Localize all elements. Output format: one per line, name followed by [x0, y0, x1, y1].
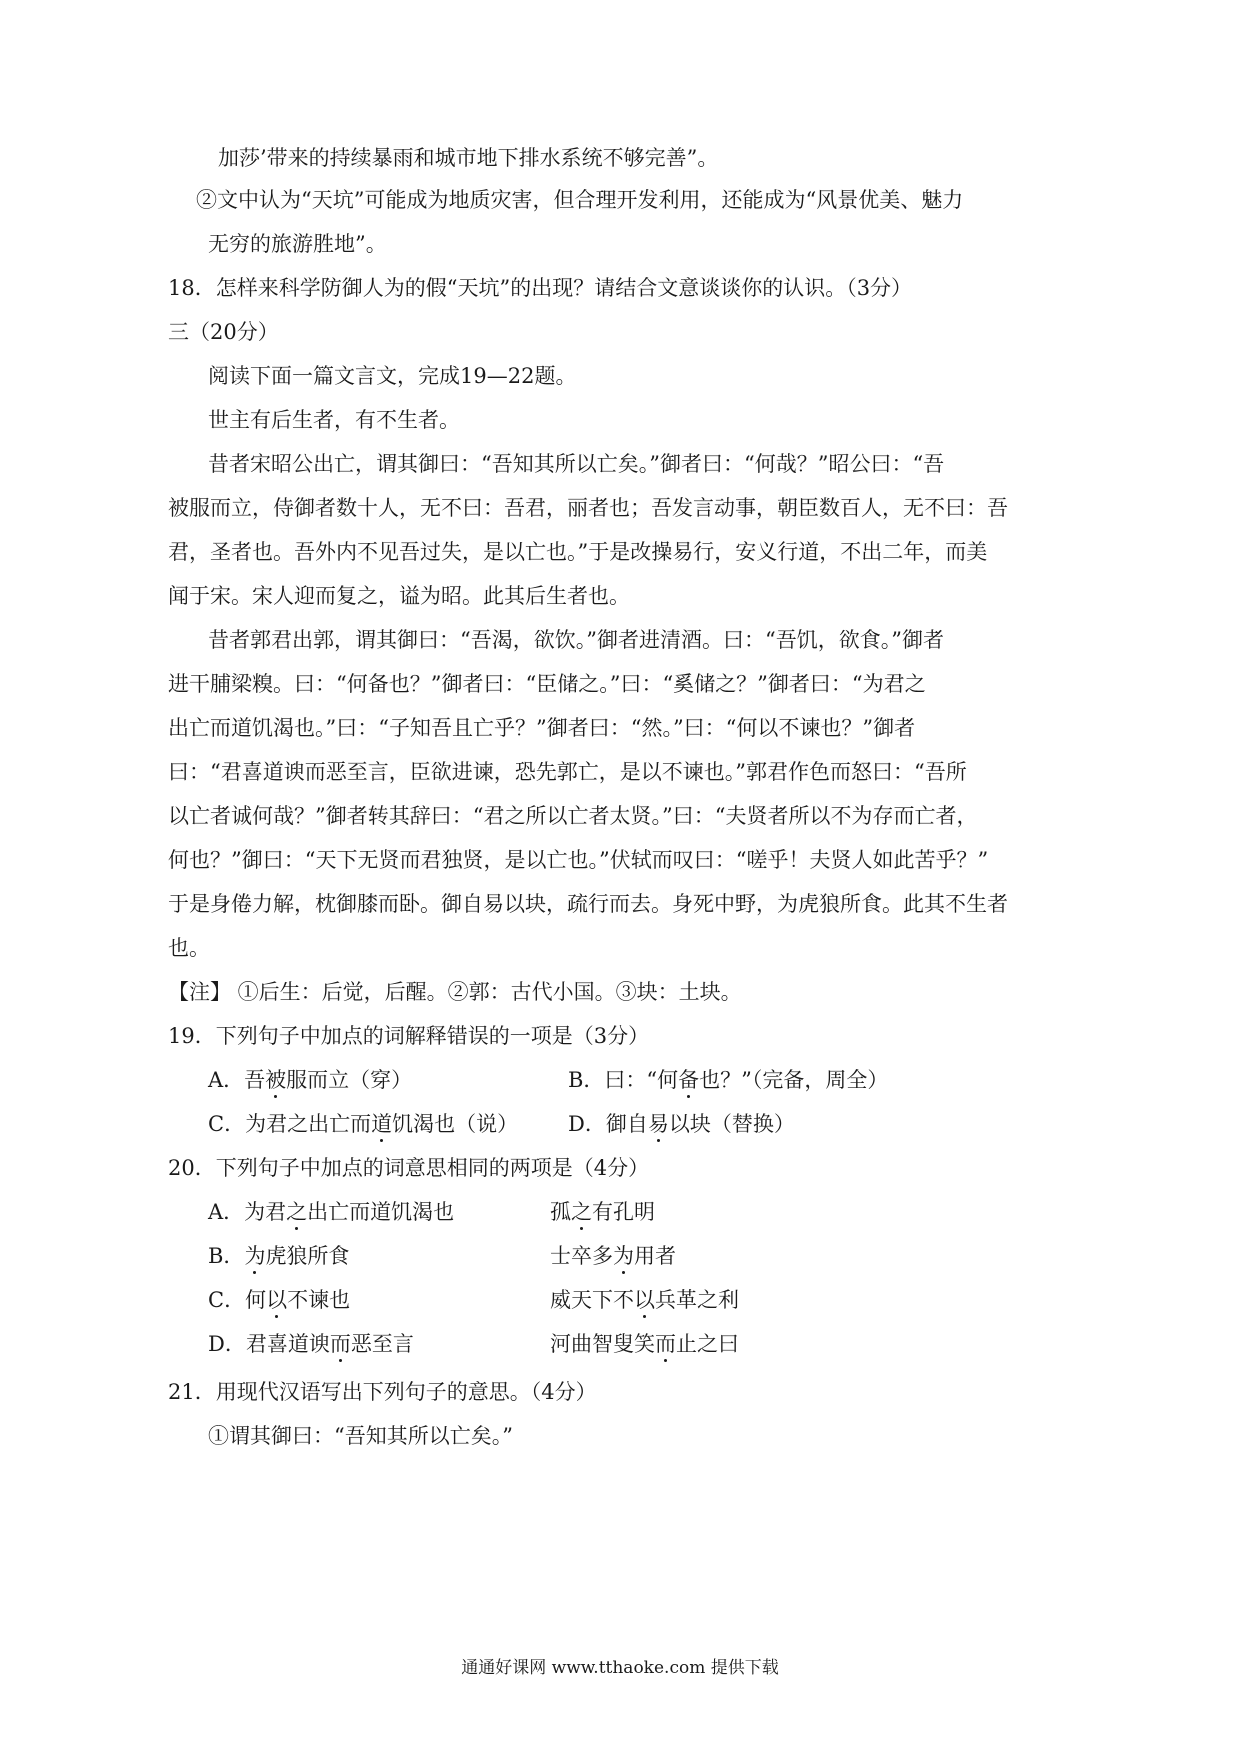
text-line: 闻于宋。宋人迎而复之，谥为昭。此其后生者也。	[168, 584, 630, 608]
text-line: 以亡者诚何哉？”御者转其辞曰：“君之所以亡者太贤。”曰：“夫贤者所以不为存而亡者，	[168, 804, 978, 828]
text-line: 曰：“君喜道谀而恶至言，臣欲进谏，恐先郭亡，是以不谏也。”郭君作色而怒曰：“吾所	[168, 760, 967, 784]
text-line: 世主有后生者，有不生者。	[208, 408, 460, 432]
q20-option-a-right: 孤之有孔明	[550, 1200, 655, 1224]
dotted-word: 之	[286, 1200, 308, 1224]
text-line: 君，圣者也。吾外内不见吾过失，是以亡也。”于是改操易行，安义行道，不出二年，而美	[168, 540, 988, 564]
text-line: 也。	[168, 936, 210, 960]
q20-option-a-left: A．为君之出亡而道饥渴也	[208, 1200, 455, 1224]
dotted-word: 以	[634, 1288, 655, 1312]
text-line: 出亡而道饥渴也。”曰：“子知吾且亡乎？”御者曰：“然。”曰：“何以不谏也？”御者	[168, 716, 916, 740]
dotted-word: 而	[655, 1332, 676, 1356]
q19-option-c: C．为君之出亡而道饥渴也（说）	[208, 1112, 519, 1136]
question-18: 18．怎样来科学防御人为的假“天坑”的出现？请结合文意谈谈你的认识。（3分）	[168, 276, 913, 300]
question-20: 20．下列句子中加点的词意思相同的两项是（4分）	[168, 1156, 650, 1180]
q20-option-c-left: C．何以不谏也	[208, 1288, 351, 1312]
q20-option-d-right: 河曲智叟笑而止之曰	[550, 1332, 739, 1356]
dotted-word: 为	[613, 1244, 634, 1268]
text-line: 于是身倦力解，枕御膝而卧。御自易以块，疏行而去。身死中野，为虎狼所食。此其不生者	[168, 892, 1008, 916]
reading-instruction: 阅读下面一篇文言文，完成19—22题。	[208, 364, 577, 388]
text-line: 无穷的旅游胜地”。	[208, 232, 387, 256]
dotted-word: 为	[244, 1244, 266, 1268]
q20-option-b-left: B．为虎狼所食	[208, 1244, 350, 1268]
q19-option-a: A．吾被服而立（穿）	[208, 1068, 413, 1092]
text-line: 进干脯梁糗。曰：“何备也？”御者曰：“臣储之。”曰：“奚储之？”御者曰：“为君之	[168, 672, 926, 696]
text-line: 昔者宋昭公出亡，谓其御曰：“吾知其所以亡矣。”御者曰：“何哉？”昭公曰：“吾	[208, 452, 945, 476]
q20-option-c-right: 威天下不以兵革之利	[550, 1288, 739, 1312]
dotted-word: 备	[678, 1068, 700, 1092]
dotted-word: 易	[647, 1112, 669, 1136]
question-21: 21．用现代汉语写出下列句子的意思。（4分）	[168, 1380, 597, 1404]
text-line: 加莎’带来的持续暴雨和城市地下排水系统不够完善”。	[218, 146, 719, 170]
dotted-word: 之	[571, 1200, 592, 1224]
question-19: 19．下列句子中加点的词解释错误的一项是（3分）	[168, 1024, 650, 1048]
q20-option-d-left: D．君喜道谀而恶至言	[208, 1332, 414, 1356]
dotted-word: 道	[371, 1112, 393, 1136]
text-line: 被服而立，侍御者数十人，无不曰：吾君，丽者也；吾发言动事，朝臣数百人，无不曰：吾	[168, 496, 1008, 520]
text-line: 昔者郭君出郭，谓其御曰：“吾渴，欲饮。”御者进清酒。曰：“吾饥，欲食。”御者	[208, 628, 944, 652]
text-line: 何也？”御曰：“天下无贤而君独贤，是以亡也。”伏轼而叹曰：“嗟乎！夫贤人如此苦乎？”	[168, 848, 989, 872]
q20-option-b-right: 士卒多为用者	[550, 1244, 676, 1268]
text-line: ②文中认为“天坑”可能成为地质灾害，但合理开发利用，还能成为“风景优美、魅力	[196, 188, 964, 212]
q19-option-b: B．曰：“何备也？”（完备，周全）	[568, 1068, 889, 1092]
annotation-note: 【注】 ①后生：后觉，后醒。②郭：古代小国。③块：土块。	[168, 980, 742, 1004]
dotted-word: 以	[266, 1288, 288, 1312]
q21-item-1: ①谓其御曰：“吾知其所以亡矣。”	[208, 1424, 513, 1448]
q19-option-d: D．御自易以块（替换）	[568, 1112, 795, 1136]
page-footer: 通通好课网 www.tthaoke.com 提供下载	[461, 1658, 779, 1678]
dotted-word: 被	[265, 1068, 287, 1092]
dotted-word: 而	[329, 1332, 351, 1356]
section-heading: 三（20分）	[168, 320, 279, 344]
